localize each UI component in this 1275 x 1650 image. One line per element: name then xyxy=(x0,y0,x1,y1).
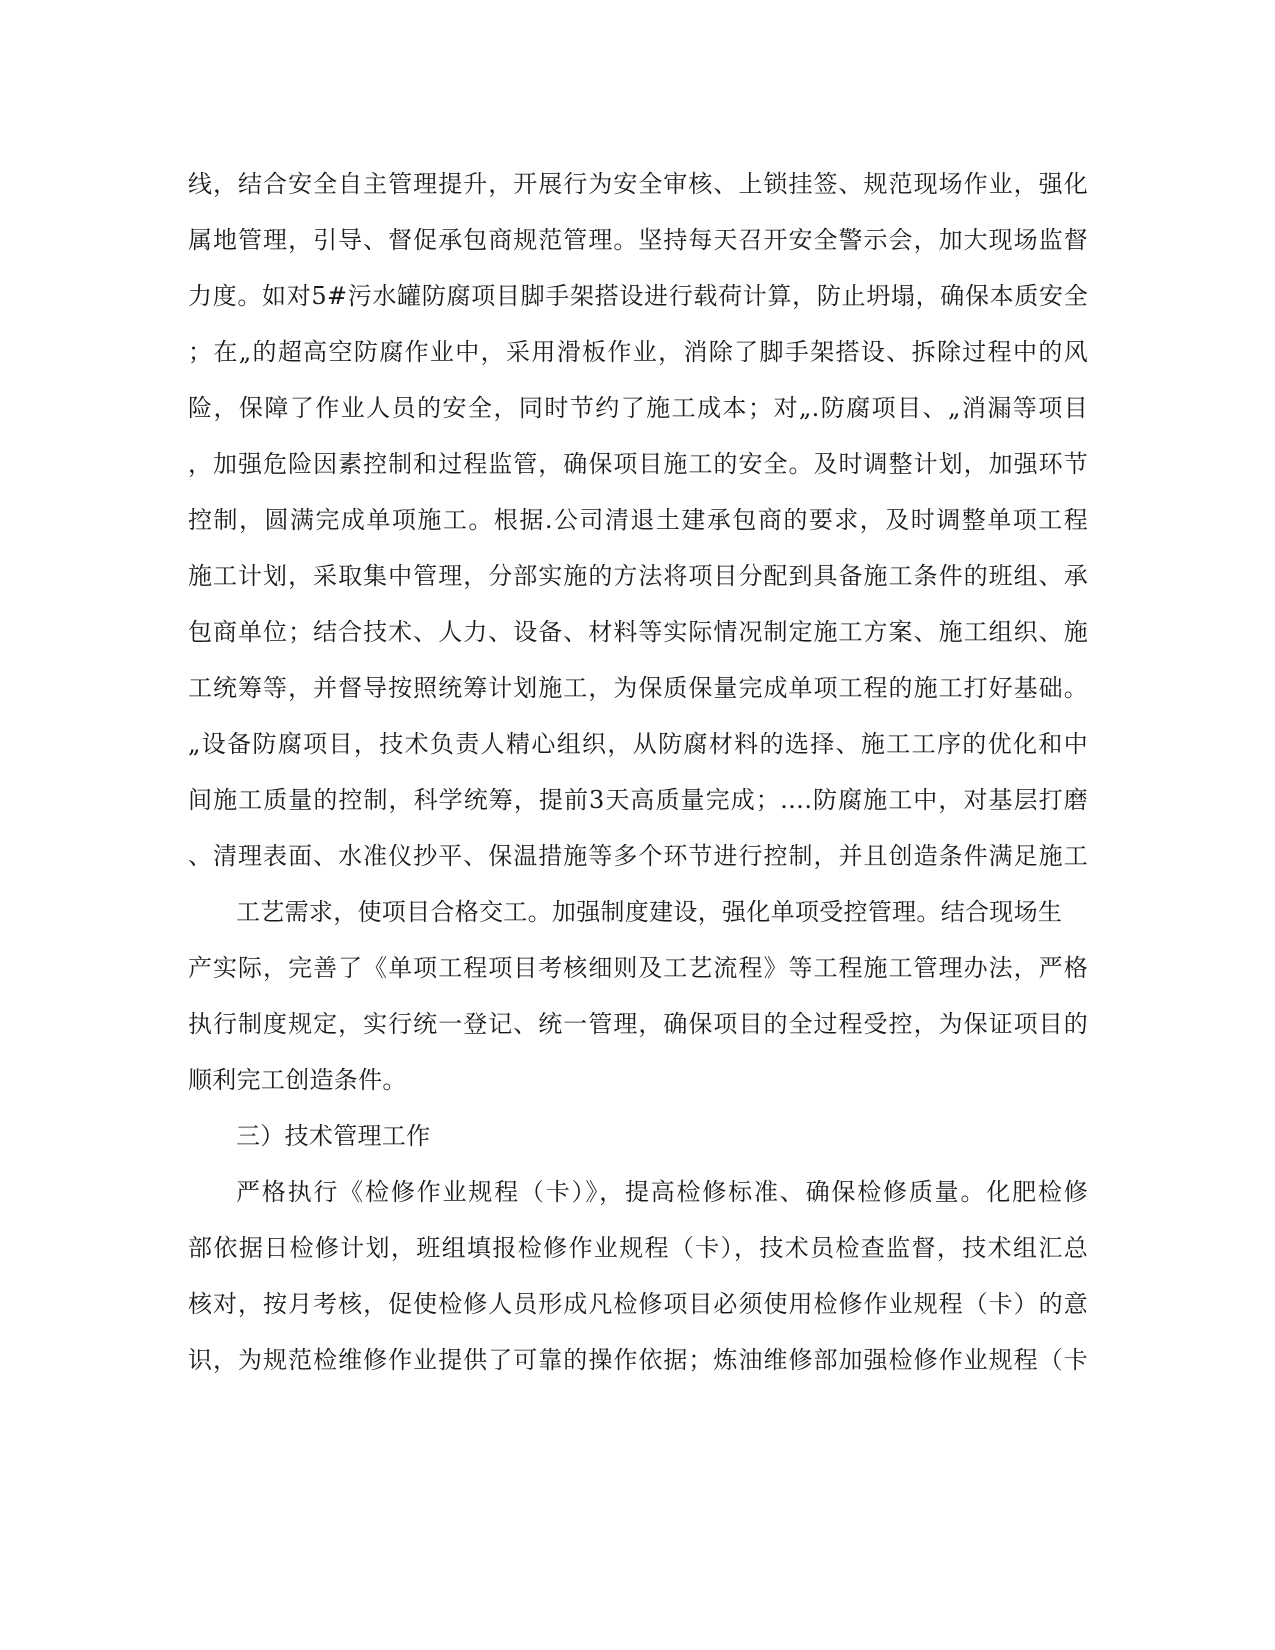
text-line: 执行制度规定，实行统一登记、统一管理，确保项目的全过程受控，为保证项目的 xyxy=(188,1010,1088,1038)
section-heading: 三）技术管理工作 xyxy=(236,1122,431,1150)
text-line: 产实际，完善了《单项工程项目考核细则及工艺流程》等工程施工管理办法，严格 xyxy=(188,954,1088,982)
text-line: „设备防腐项目，技术负责人精心组织，从防腐材料的选择、施工工序的优化和中 xyxy=(188,730,1088,758)
text-line: 间施工质量的控制，科学统筹，提前3天高质量完成；….防腐施工中，对基层打磨 xyxy=(188,786,1088,814)
text-line: 施工计划，采取集中管理，分部实施的方法将项目分配到具备施工条件的班组、承 xyxy=(188,562,1088,590)
text-line: 险，保障了作业人员的安全，同时节约了施工成本；对„.防腐项目、„消漏等项目 xyxy=(188,394,1088,422)
text-line: 工统筹等，并督导按照统筹计划施工，为保质保量完成单项工程的施工打好基础。 xyxy=(188,674,1088,702)
text-line: 、清理表面、水准仪抄平、保温措施等多个环节进行控制，并且创造条件满足施工 xyxy=(188,842,1088,870)
text-line: 工艺需求，使项目合格交工。加强制度建设，强化单项受控管理。结合现场生 xyxy=(236,898,1063,926)
text-line: 核对，按月考核，促使检修人员形成凡检修项目必须使用检修作业规程（卡）的意 xyxy=(188,1290,1088,1318)
text-line: 力度。如对5#污水罐防腐项目脚手架搭设进行载荷计算，防止坍塌，确保本质安全 xyxy=(188,282,1088,310)
text-line: 属地管理，引导、督促承包商规范管理。坚持每天召开安全警示会，加大现场监督 xyxy=(188,226,1088,254)
text-line: 线，结合安全自主管理提升，开展行为安全审核、上锁挂签、规范现场作业，强化 xyxy=(188,170,1088,198)
text-line: 识，为规范检维修作业提供了可靠的操作依据；炼油维修部加强检修作业规程（卡 xyxy=(188,1346,1088,1374)
text-line: 控制，圆满完成单项施工。根据.公司清退土建承包商的要求，及时调整单项工程 xyxy=(188,506,1088,534)
text-line: ；在„的超高空防腐作业中，采用滑板作业，消除了脚手架搭设、拆除过程中的风 xyxy=(188,338,1088,366)
text-line: 包商单位；结合技术、人力、设备、材料等实际情况制定施工方案、施工组织、施 xyxy=(188,618,1088,646)
text-line: 顺利完工创造条件。 xyxy=(188,1066,407,1094)
text-line: 部依据日检修计划，班组填报检修作业规程（卡），技术员检查监督，技术组汇总 xyxy=(188,1234,1088,1262)
text-line: ，加强危险因素控制和过程监管，确保项目施工的安全。及时调整计划，加强环节 xyxy=(188,450,1088,478)
text-line: 严格执行《检修作业规程（卡）》，提高检修标准、确保检修质量。化肥检修 xyxy=(236,1178,1088,1206)
